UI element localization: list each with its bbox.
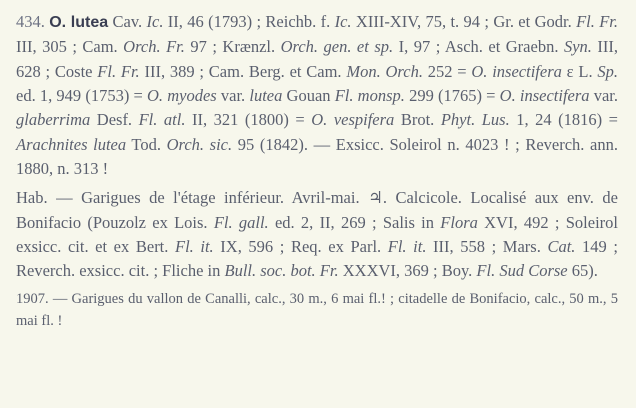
- italic-text-run: Orch. sic.: [166, 134, 233, 154]
- italic-text-run: Phyt. Lus.: [440, 110, 510, 130]
- italic-text-run: Fl. Sud Corse: [476, 261, 568, 281]
- text-run: 299 (1765) =: [404, 86, 500, 106]
- text-run: ed. 1, 949 (1753) =: [16, 86, 148, 106]
- text-run: XVI, 492 ; Soleirol exsicc. cit. et ex Bert.: [16, 212, 618, 257]
- entry-citations: [16, 12, 618, 178]
- text-run: 95 (1842). — Exsicc. Soleirol n. 4023 ! ; Reverch. ann. 1880, n. 313 !: [16, 134, 618, 179]
- habitat-text: [16, 188, 618, 280]
- italic-text-run: Ic.: [334, 12, 352, 31]
- italic-text-run: Fl. Fr.: [97, 61, 140, 81]
- text-run: 65).: [567, 261, 598, 281]
- text-run: var.: [589, 86, 618, 106]
- text-run: 97 ; Krænzl.: [184, 37, 281, 57]
- italic-text-run: O. insectifera: [471, 61, 562, 81]
- text-run: Desf.: [90, 110, 139, 130]
- text-run: var.: [216, 86, 250, 106]
- italic-text-run: Cat.: [547, 237, 576, 257]
- italic-text-run: Ic.: [146, 12, 164, 31]
- text-run: III, 305 ; Cam.: [16, 37, 124, 57]
- text-run: Hab. — Garigues de l'étage inférieur. Avril-mai. ♃. Calcicole. Localisé aux env. de Bonifacio (Pouzolz ex Lois.: [16, 188, 618, 232]
- text-run: Brot.: [394, 110, 441, 130]
- entry-number: 434.: [16, 12, 45, 31]
- italic-text-run: Flora: [440, 212, 478, 232]
- text-run: 149 ; Reverch. exsicc. cit. ; Fliche in: [16, 237, 618, 281]
- italic-text-run: Bull. soc. bot. Fr.: [224, 261, 339, 281]
- text-run: 252 =: [422, 61, 472, 81]
- italic-text-run: Orch. Fr.: [123, 37, 185, 57]
- italic-text-run: O. myodes: [147, 86, 217, 106]
- text-run: Cav.: [108, 12, 147, 31]
- italic-text-run: O. vespifera: [311, 110, 395, 130]
- collection-record: [16, 288, 618, 332]
- species-entry: [16, 10, 618, 181]
- text-run: Tod.: [126, 134, 167, 154]
- italic-text-run: Syn.: [563, 37, 592, 57]
- text-run: III, 558 ; Mars.: [426, 237, 548, 257]
- text-run: XXXVI, 369 ; Boy.: [338, 261, 477, 281]
- italic-text-run: Fl. gall.: [213, 212, 269, 232]
- italic-text-run: glaberrima: [16, 110, 91, 130]
- text-run: XIII-XIV, 75, t. 94 ; Gr. et Godr.: [351, 12, 577, 31]
- species-name: O. lutea: [49, 14, 109, 31]
- collection-text: 1907. — Garigues du vallon de Canalli, calc., 30 m., 6 mai fl.! ; citadelle de Bonifacio, calc., 50 m., 5 mai fl. !: [16, 290, 618, 329]
- text-run: ε L.: [561, 61, 598, 81]
- text-run: III, 628 ; Coste: [16, 37, 618, 81]
- italic-text-run: Fl. it.: [387, 237, 427, 257]
- text-run: Gouan: [282, 86, 335, 106]
- italic-text-run: Sp.: [597, 61, 619, 81]
- text-run: IX, 596 ; Req. ex Parl.: [213, 237, 388, 257]
- italic-text-run: Arachnites lutea: [16, 134, 127, 154]
- italic-text-run: Fl. it.: [175, 237, 214, 257]
- italic-text-run: Mon. Orch.: [346, 61, 423, 81]
- italic-text-run: Fl. atl.: [138, 110, 186, 130]
- italic-text-run: Fl. monsp.: [334, 86, 405, 106]
- text-run: I, 97 ; Asch. et Graebn.: [393, 37, 564, 57]
- italic-text-run: O. insectifera: [499, 86, 590, 106]
- text-run: 1, 24 (1816) =: [509, 110, 618, 130]
- italic-text-run: Orch. gen. et sp.: [280, 37, 394, 57]
- text-run: ed. 2, II, 269 ; Salis in: [268, 212, 441, 232]
- habitat-paragraph: [16, 186, 618, 283]
- text-run: II, 46 (1793) ; Reichb. f.: [163, 12, 335, 31]
- italic-text-run: Fl. Fr.: [576, 12, 619, 31]
- text-run: III, 389 ; Cam. Berg. et Cam.: [139, 61, 347, 81]
- text-run: II, 321 (1800) =: [185, 110, 312, 130]
- italic-text-run: lutea: [249, 86, 283, 106]
